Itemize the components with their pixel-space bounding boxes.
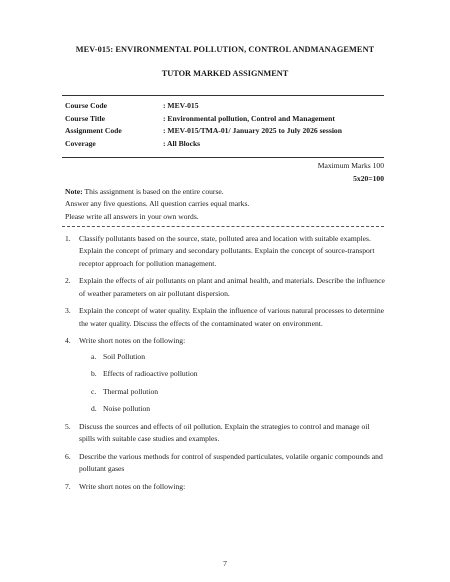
info-row-assignment-code bbox=[65, 125, 385, 138]
info-key: Course Code bbox=[65, 101, 107, 110]
sub-item-text: Soil Pollution bbox=[103, 351, 145, 361]
top-rule bbox=[62, 95, 384, 96]
question-item bbox=[65, 305, 387, 330]
question-item bbox=[65, 451, 387, 476]
info-value: : MEV-015/TMA-01/ January 2025 to July 2026 session bbox=[163, 126, 342, 135]
question-text: Explain the concept of water quality. Explain the influence of various natural processes to determine the water quality. Discuss the effects of the contaminated water on environment. bbox=[79, 306, 385, 328]
question-number: 6. bbox=[65, 451, 71, 461]
sub-item-letter: a. bbox=[91, 351, 97, 361]
question-item bbox=[65, 421, 387, 446]
info-row-coverage bbox=[65, 138, 385, 151]
question-number: 5. bbox=[65, 421, 71, 431]
sub-item bbox=[91, 351, 387, 369]
info-value: : All Blocks bbox=[163, 138, 201, 148]
marks-scheme: 5x20=100 bbox=[353, 173, 384, 183]
question-list bbox=[65, 233, 387, 498]
question-number: 2. bbox=[65, 276, 71, 286]
marks-block bbox=[318, 160, 384, 185]
document-subtitle: TUTOR MARKED ASSIGNMENT bbox=[161, 69, 289, 78]
question-text: Write short notes on the following: bbox=[79, 481, 186, 491]
page-number: 7 bbox=[223, 559, 227, 568]
sub-item-letter: c. bbox=[91, 386, 97, 396]
sub-item bbox=[91, 368, 387, 386]
max-marks: Maximum Marks 100 bbox=[317, 161, 384, 170]
sub-item-list bbox=[91, 351, 387, 421]
sub-item-letter: b. bbox=[91, 369, 97, 379]
question-number: 4. bbox=[65, 336, 71, 346]
question-number: 7. bbox=[65, 481, 71, 491]
sub-item bbox=[91, 386, 387, 404]
note-text: This assignment is based on the entire course. bbox=[82, 187, 224, 196]
notes-block bbox=[65, 186, 385, 223]
question-number: 3. bbox=[65, 306, 71, 316]
question-number: 1. bbox=[65, 234, 71, 243]
bottom-rule bbox=[62, 157, 384, 158]
course-info-table bbox=[65, 100, 385, 150]
info-row-course-code bbox=[65, 100, 385, 113]
document-title: MEV-015: ENVIRONMENTAL POLLUTION, CONTROL ANDMANAGEMENT bbox=[75, 45, 375, 54]
question-text: Describe the various methods for control of suspended particulates, volatile organic compounds and pollutant gases bbox=[79, 451, 383, 474]
question-item bbox=[65, 233, 387, 270]
question-text: Classify pollutants based on the source, state, polluted area and location with suitable examples. Explain the concept of primary and secondary pollutants. Explain the concept of source-transport receptor approach for pollution management. bbox=[79, 234, 375, 268]
question-item bbox=[65, 335, 387, 347]
info-value: : Environmental pollution, Control and Management bbox=[163, 113, 335, 123]
question-text: Explain the effects of air pollutants on plant and animal health, and materials. Describe the influence of weather parameters on air pollutant dispersion. bbox=[79, 276, 385, 298]
dashed-divider bbox=[62, 226, 384, 227]
sub-item-text: Effects of radioactive pollution bbox=[103, 369, 198, 379]
note-label: Note: bbox=[65, 187, 83, 196]
info-row-course-title bbox=[65, 113, 385, 126]
sub-item bbox=[91, 403, 387, 421]
instruction-line: Answer any five questions. All question carries equal marks. bbox=[65, 199, 250, 209]
sub-item-text: Noise pollution bbox=[103, 404, 151, 414]
info-value: : MEV-015 bbox=[163, 101, 199, 110]
info-key: Course Title bbox=[65, 113, 106, 123]
instruction-line: Please write all answers in your own words. bbox=[65, 211, 199, 221]
question-text: Write short notes on the following: bbox=[79, 336, 186, 346]
question-text: Discuss the sources and effects of oil pollution. Explain the strategies to control and manage oil spills with suitable case studies and examples. bbox=[79, 421, 370, 444]
note-line bbox=[65, 186, 385, 198]
question-item bbox=[65, 481, 387, 493]
sub-item-letter: d. bbox=[91, 404, 97, 414]
info-key: Assignment Code bbox=[65, 126, 122, 135]
question-item bbox=[65, 275, 387, 300]
info-key: Coverage bbox=[65, 138, 96, 148]
sub-item-text: Thermal pollution bbox=[103, 386, 159, 396]
